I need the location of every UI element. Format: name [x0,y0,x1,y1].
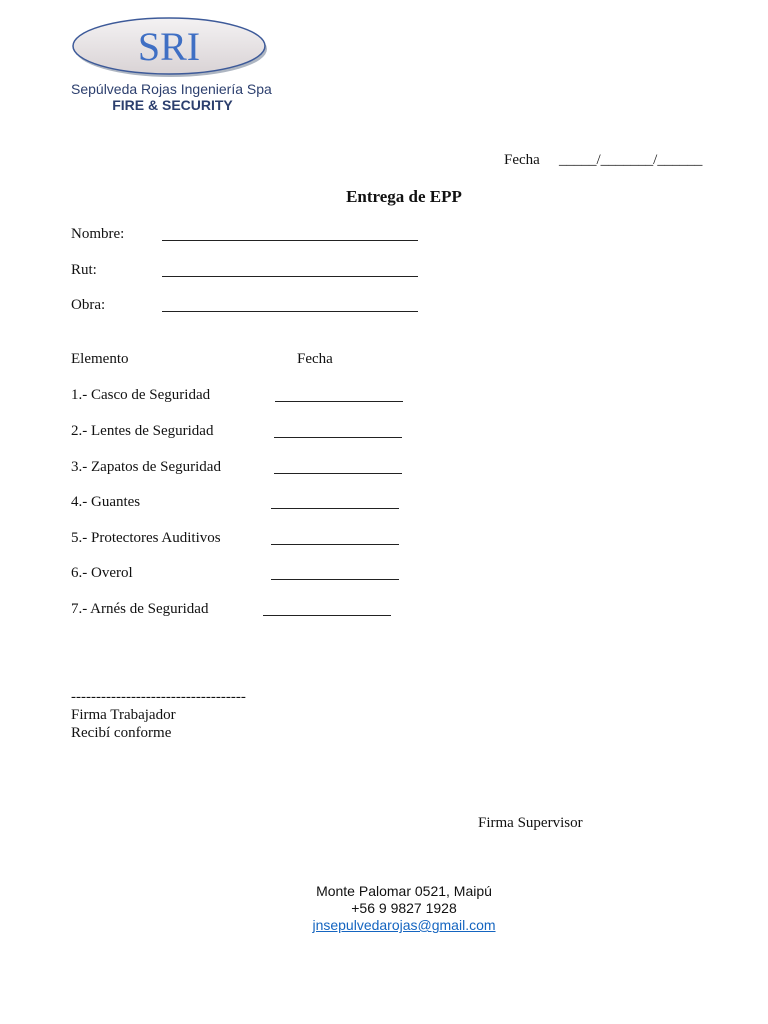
date-column-header: Fecha [297,351,333,367]
company-name: Sepúlveda Rojas Ingeniería Spa [71,81,272,97]
logo-text: SRI [137,24,201,69]
company-logo [71,16,269,80]
item-date-field[interactable] [271,544,399,545]
list-item: 6.- Overol [71,565,133,581]
obra-field[interactable] [162,311,418,312]
company-tagline: FIRE & SECURITY [112,97,233,113]
item-date-field[interactable] [275,401,403,402]
date-label: Fecha [504,152,540,168]
item-date-field[interactable] [274,473,402,474]
list-item: 1.- Casco de Seguridad [71,387,211,403]
item-date-field[interactable] [263,615,391,616]
list-item: 7.- Arnés de Seguridad [71,601,209,617]
document-title: Entrega de EPP [346,187,462,206]
footer-phone: +56 9 9827 1928 [351,900,457,916]
footer-address: Monte Palomar 0521, Maipú [316,883,492,899]
name-field[interactable] [162,240,418,241]
footer-email-link[interactable]: jnsepulvedarojas@gmail.com [312,917,496,933]
worker-signature-line[interactable]: ----------------------------------- [71,689,246,705]
rut-label: Rut: [71,262,97,278]
received-label: Recibí conforme [71,725,172,741]
item-date-field[interactable] [271,508,399,509]
item-date-field[interactable] [271,579,399,580]
date-field[interactable]: _____/_______/______ [559,152,703,168]
supervisor-signature-label: Firma Supervisor [478,815,583,831]
obra-label: Obra: [71,297,106,313]
item-date-field[interactable] [274,437,402,438]
rut-field[interactable] [162,276,418,277]
worker-signature-label: Firma Trabajador [71,707,176,723]
list-item: 2.- Lentes de Seguridad [71,423,214,439]
list-item: 5.- Protectores Auditivos [71,530,221,546]
element-column-header: Elemento [71,351,129,367]
list-item: 4.- Guantes [71,494,141,510]
list-item: 3.- Zapatos de Seguridad [71,459,221,475]
name-label: Nombre: [71,226,125,242]
